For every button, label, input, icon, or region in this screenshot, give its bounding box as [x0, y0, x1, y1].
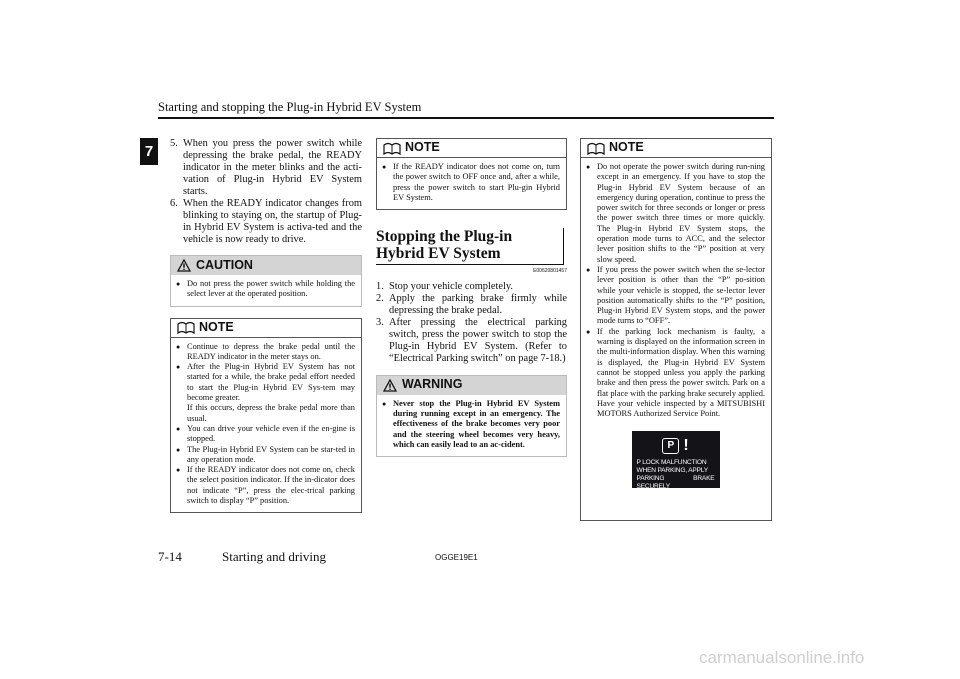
- note-body: [377, 158, 566, 209]
- note-book-icon: [177, 321, 195, 334]
- bullet-icon: ●: [586, 163, 591, 171]
- chapter-tab: 7: [140, 138, 158, 165]
- note-box: [376, 138, 567, 210]
- bullet-icon: ●: [382, 399, 387, 408]
- list-item: ● If the READY indicator does not come on, turn the power switch to OFF once and, after a while, press the power switch to start Plu-gin Hybrid EV System.: [382, 162, 560, 202]
- bullet-icon: ●: [586, 327, 591, 336]
- bullet-icon: ●: [176, 466, 181, 475]
- list-item: ● Do not operate the power switch during run-ning except in an emergency. If you have to stop the Plug-in Hybrid EV System because of an emergency during operation, continue to press the power switch for three seconds or longer or press the power switch three times or more quickly. The Plug-in Hybrid EV System stops, the operation mode turns to ACC, and the selector lever position shifts to the “P” position at very slow speed.: [586, 162, 765, 264]
- list-item: ● You can drive your vehicle even if the en-gine is stopped.: [176, 423, 355, 444]
- bullet-icon: ●: [176, 445, 181, 454]
- caution-body: [171, 275, 361, 306]
- note-box: [580, 138, 772, 521]
- list-item: ● If the parking lock mechanism is faulty, a warning is displayed on the information screen in the multi-information display. When this warning is displayed, the Plug-in Hybrid EV System cannot be stopped unless you apply the parking brake and then press the power switch. Park on a flat place with the parking brake securely applied. Have your vehicle inspected by a MITSUBISHI MOTORS Authorized Service Point.: [586, 326, 765, 419]
- section-title: Stopping the Plug-in Hybrid EV System: [376, 228, 564, 265]
- list-item: ● If you press the power switch when the se-lector lever position is other than the “P” po-sition while your vehicle is stopped, the se-lector lever position automatically shifts to the “P” position, Plug-in Hybrid EV System stops, and the power mode turns to “OFF”.: [586, 264, 765, 326]
- caution-box: [170, 255, 362, 307]
- p-lock-warning-display: [632, 431, 720, 491]
- list-item: ● The Plug-in Hybrid EV System can be star-ted in any operation mode.: [176, 444, 355, 464]
- warning-body: [377, 395, 566, 456]
- note-header: NOTE: [377, 139, 566, 158]
- warning-box: [376, 375, 567, 457]
- list-item: ● If the READY indicator does not come on, check the select position indicator. If the in-dicator does not indicate “P”, press the elec-trical parking switch to display “P” position.: [176, 465, 355, 506]
- running-header: Starting and stopping the Plug-in Hybrid EV System: [158, 100, 422, 114]
- note-body: [171, 338, 361, 513]
- bullet-icon: ●: [176, 363, 181, 372]
- warning-triangle-icon: [177, 259, 191, 272]
- bullet-icon: ●: [586, 265, 591, 274]
- stop-steps: [376, 281, 567, 365]
- note-book-icon: [383, 142, 401, 155]
- list-item: ● Continue to depress the brake pedal until the READY indicator in the meter stays on.: [176, 341, 355, 361]
- note-header: NOTE: [171, 319, 361, 338]
- list-item: ● After the Plug-in Hybrid EV System has not started for a while, the brake pedal effort needed to start the Plug-in Hybrid EV Sys-tem may become greater. If this occurs, depress the brake pedal more than usual.: [176, 362, 355, 423]
- step-item: 6. When the READY indicator changes from blinking to staying on, the startup of Plug-in Hybrid EV System is activa-ted and the vehicle is now ready to drive.: [170, 198, 362, 245]
- step-item: 3. After pressing the electrical parking switch, press the power switch to stop the Plug-in Hybrid EV System. (Refer to “Electrical Parking switch” on page 7-18.): [376, 316, 567, 364]
- note-box: [170, 318, 362, 514]
- bullet-icon: ●: [382, 163, 387, 171]
- note-book-icon: [587, 142, 605, 155]
- step-item: 5. When you press the power switch while depressing the brake pedal, the READY indicator in the meter blinks and the acti-vation of Plug-in Hybrid EV System starts.: [170, 138, 362, 197]
- note-body: [581, 158, 771, 494]
- header-rule: [158, 117, 774, 119]
- bullet-icon: ●: [176, 424, 181, 433]
- list-item: ● Do not press the power switch while holding the select lever at the operated position.: [176, 279, 355, 299]
- step-item: 1. Stop your vehicle completely.: [376, 280, 513, 292]
- parking-p-icon: P: [662, 438, 679, 454]
- caution-header: CAUTION: [171, 256, 361, 275]
- display-message: P LOCK MALFUNCTION WHEN PARKING, APPLY PARKING BRAKE SECURELY: [636, 459, 715, 491]
- left-column: [170, 138, 362, 513]
- watermark: carmanualsonline.info: [699, 648, 865, 667]
- section-code: E00620801457: [533, 268, 567, 275]
- list-item: ● Never stop the Plug-in Hybrid EV System during running except in an emergency. The effectiveness of the brake becomes very poor and the steering wheel becomes very heavy, which can easily lead to an ac-cident.: [382, 398, 560, 449]
- bullet-icon: ●: [176, 280, 181, 288]
- start-steps: [170, 138, 362, 246]
- bullet-icon: ●: [176, 342, 181, 351]
- exclamation-icon: !: [683, 437, 689, 455]
- display-icons: [637, 435, 715, 457]
- middle-column: [376, 138, 567, 457]
- warning-header: WARNING: [377, 376, 566, 395]
- right-column: [580, 138, 772, 521]
- page-number: 7-14: [158, 549, 182, 564]
- document-code: OGGE19E1: [435, 553, 478, 562]
- step-item: 2. Apply the parking brake firmly while depressing the brake pedal.: [376, 292, 567, 316]
- note-header: NOTE: [581, 139, 771, 158]
- footer-chapter: Starting and driving: [222, 549, 326, 564]
- warning-triangle-icon: [383, 379, 397, 392]
